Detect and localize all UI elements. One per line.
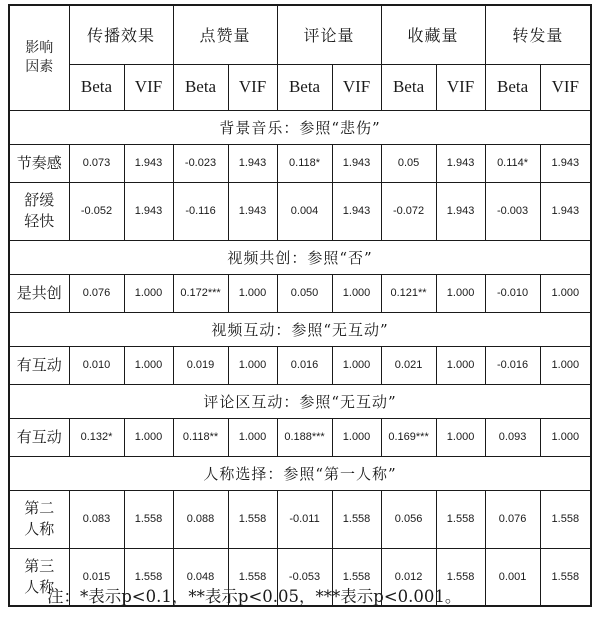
table-row	[9, 144, 591, 182]
beta-value: 0.073	[69, 144, 124, 182]
beta-value: 0.083	[69, 490, 124, 548]
table-row	[9, 490, 591, 548]
row-label	[9, 144, 69, 182]
vif-header: VIF	[124, 64, 173, 110]
row-label-line: 人称	[24, 520, 55, 538]
beta-value: -0.003	[485, 182, 540, 240]
vif-value: 1.000	[332, 346, 381, 384]
row-label-line: 舒缓	[24, 191, 55, 209]
beta-value: 0.056	[381, 490, 436, 548]
beta-value: 0.121**	[381, 274, 436, 312]
section-title: 背景音乐：参照“悲伤”	[9, 110, 591, 144]
vif-header: VIF	[436, 64, 485, 110]
vif-value: 1.558	[332, 548, 381, 606]
beta-value: -0.023	[173, 144, 228, 182]
beta-value: -0.053	[277, 548, 332, 606]
row-label-line: 人称	[24, 577, 55, 596]
vif-header: VIF	[540, 64, 591, 110]
row-label-line: 第三	[24, 556, 55, 575]
beta-header: Beta	[381, 64, 436, 110]
vif-value: 1.558	[436, 490, 485, 548]
beta-value: -0.072	[381, 182, 436, 240]
factor-header-line1: 影响	[25, 39, 54, 56]
vif-value: 1.000	[436, 274, 485, 312]
section-header-row	[9, 384, 591, 418]
vif-value: 1.000	[228, 274, 277, 312]
beta-value: -0.011	[277, 490, 332, 548]
beta-value: 0.050	[277, 274, 332, 312]
row-label-line: 有互动	[16, 355, 62, 374]
footnote: 注：*表示p<0.1，**表示p<0.05，***表示p<0.001。	[47, 587, 462, 606]
factor-header-line2: 因素	[25, 58, 54, 75]
vif-value: 1.000	[436, 346, 485, 384]
row-label	[9, 418, 69, 456]
metric-header-row	[9, 5, 591, 64]
beta-header: Beta	[485, 64, 540, 110]
vif-value: 1.000	[124, 346, 173, 384]
beta-header: Beta	[173, 64, 228, 110]
beta-value: 0.188***	[277, 418, 332, 456]
regression-table-wrapper	[8, 4, 590, 607]
beta-value: 0.010	[69, 346, 124, 384]
vif-value: 1.943	[228, 144, 277, 182]
metric-header: 点赞量	[173, 5, 277, 64]
beta-value: 0.004	[277, 182, 332, 240]
row-label	[9, 346, 69, 384]
section-header-row	[9, 456, 591, 490]
beta-value: 0.114*	[485, 144, 540, 182]
metric-header: 传播效果	[69, 5, 173, 64]
vif-value: 1.558	[228, 490, 277, 548]
beta-value: 0.118**	[173, 418, 228, 456]
table-row	[9, 346, 591, 384]
beta-value: 0.093	[485, 418, 540, 456]
section-title: 人称选择：参照“第一人称”	[9, 456, 591, 490]
beta-value: 0.012	[381, 548, 436, 606]
vif-value: 1.000	[540, 274, 591, 312]
beta-value: 0.088	[173, 490, 228, 548]
beta-value: 0.169***	[381, 418, 436, 456]
vif-value: 1.000	[228, 418, 277, 456]
vif-value: 1.943	[540, 182, 591, 240]
section-title: 评论区互动：参照“无互动”	[9, 384, 591, 418]
metric-header: 收藏量	[381, 5, 485, 64]
beta-value: 0.05	[381, 144, 436, 182]
beta-header: Beta	[277, 64, 332, 110]
vif-value: 1.943	[332, 144, 381, 182]
vif-value: 1.558	[332, 490, 381, 548]
vif-value: 1.558	[436, 548, 485, 606]
beta-value: -0.116	[173, 182, 228, 240]
vif-value: 1.000	[124, 274, 173, 312]
row-label-line: 第二	[24, 499, 55, 517]
vif-header: VIF	[228, 64, 277, 110]
vif-value: 1.558	[540, 490, 591, 548]
beta-value: 0.001	[485, 548, 540, 606]
vif-value: 1.558	[228, 548, 277, 606]
section-title: 视频互动：参照“无互动”	[9, 312, 591, 346]
beta-value: -0.052	[69, 182, 124, 240]
beta-value: 0.132*	[69, 418, 124, 456]
vif-value: 1.943	[124, 182, 173, 240]
section-header-row	[9, 240, 591, 274]
row-label	[9, 490, 69, 548]
beta-value: 0.015	[69, 548, 124, 606]
vif-value: 1.000	[540, 418, 591, 456]
beta-value: 0.118*	[277, 144, 332, 182]
beta-value: -0.016	[485, 346, 540, 384]
vif-value: 1.000	[332, 274, 381, 312]
vif-value: 1.943	[436, 182, 485, 240]
vif-value: 1.943	[332, 182, 381, 240]
table-row	[9, 418, 591, 456]
metric-header: 转发量	[485, 5, 591, 64]
table-row	[9, 182, 591, 240]
beta-value: 0.076	[485, 490, 540, 548]
vif-value: 1.943	[436, 144, 485, 182]
section-header-row	[9, 110, 591, 144]
factor-header	[9, 5, 69, 110]
beta-value: 0.019	[173, 346, 228, 384]
beta-value: 0.016	[277, 346, 332, 384]
beta-value: 0.172***	[173, 274, 228, 312]
stat-header-row	[9, 64, 591, 110]
row-label	[9, 274, 69, 312]
beta-value: -0.010	[485, 274, 540, 312]
vif-value: 1.943	[540, 144, 591, 182]
section-header-row	[9, 312, 591, 346]
beta-value: 0.021	[381, 346, 436, 384]
vif-value: 1.558	[540, 548, 591, 606]
vif-value: 1.558	[124, 548, 173, 606]
vif-value: 1.000	[436, 418, 485, 456]
section-title: 视频共创：参照“否”	[9, 240, 591, 274]
vif-header: VIF	[332, 64, 381, 110]
vif-value: 1.558	[124, 490, 173, 548]
vif-value: 1.943	[124, 144, 173, 182]
regression-table	[8, 4, 592, 607]
vif-value: 1.000	[540, 346, 591, 384]
table-row	[9, 274, 591, 312]
vif-value: 1.000	[228, 346, 277, 384]
table-body	[9, 110, 591, 606]
vif-value: 1.000	[124, 418, 173, 456]
beta-value: 0.076	[69, 274, 124, 312]
row-label-line: 轻快	[24, 212, 55, 230]
vif-value: 1.943	[228, 182, 277, 240]
row-label	[9, 182, 69, 240]
row-label-line: 有互动	[16, 427, 62, 446]
beta-value: 0.048	[173, 548, 228, 606]
vif-value: 1.000	[332, 418, 381, 456]
row-label-line: 是共创	[16, 283, 62, 302]
beta-header: Beta	[69, 64, 124, 110]
row-label-line: 节奏感	[16, 153, 62, 172]
metric-header: 评论量	[277, 5, 381, 64]
